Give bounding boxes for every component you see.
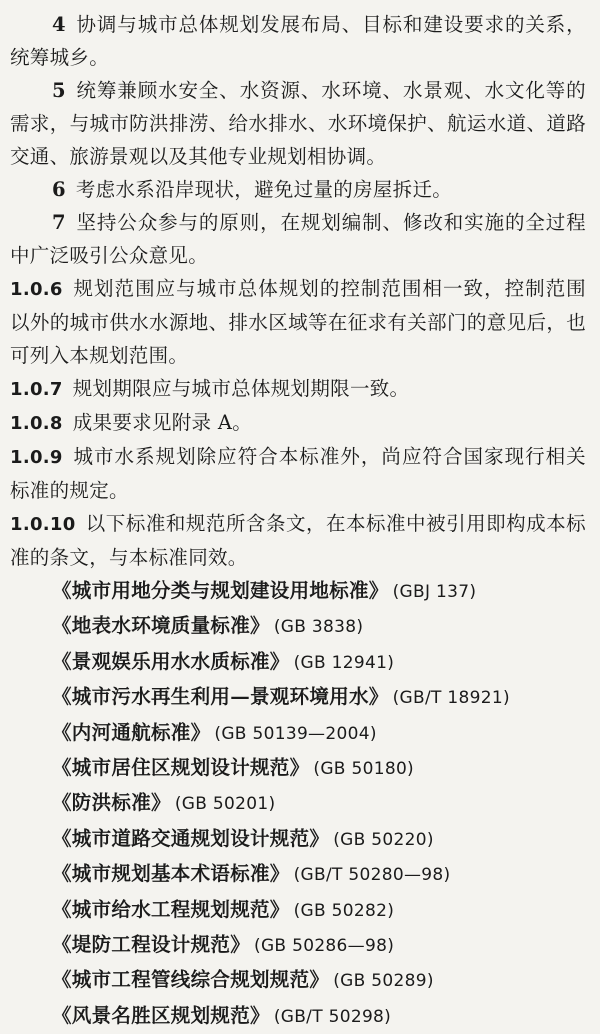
reference-code: (GB 3838) [273,617,364,638]
reference-code: (GB 50180) [313,759,414,780]
reference-title: 《城市污水再生利用—景观环境用水》 [52,685,389,709]
item-text: 考虑水系沿岸现状，避免过量的房屋拆迁。 [75,178,453,201]
clause [10,507,586,574]
clause-text: 规划范围应与城市总体规划的控制范围相一致，控制范围以外的城市供水水源地、排水区域等在征求有关部门的意见后，也可列入本规划范围。 [10,277,586,367]
reference-item [52,680,586,715]
reference-item [52,857,586,892]
item-number: 7 [52,211,66,234]
reference-title: 《城市居住区规划设计规范》 [52,756,310,780]
clause-text: 规划期限应与城市总体规划期限一致。 [72,377,410,400]
reference-code: (GB 50286—98) [254,936,395,957]
reference-title: 《城市给水工程规划规范》 [52,897,290,921]
reference-item [52,928,586,963]
reference-title: 《堤防工程设计规范》 [52,933,251,957]
reference-code: (GB 12941) [293,652,395,673]
item-text: 统筹兼顾水安全、水资源、水环境、水景观、水文化等的需求，与城市防洪排涝、给水排水、水环境保护、航运水道、道路交通、旅游景观以及其他专业规划相协调。 [10,79,586,168]
reference-code: (GBJ 137) [392,582,477,602]
reference-code: (GB/T 18921) [392,688,510,709]
reference-item [52,822,586,857]
reference-title: 《地表水环境质量标准》 [52,614,270,638]
reference-item [52,893,586,928]
list-item [10,206,586,272]
clause-text: 城市水系规划除应符合本标准外，尚应符合国家现行相关标准的规定。 [10,445,586,502]
reference-code: (GB 50201) [174,794,276,815]
clause-text: 以下标准和规范所含条文，在本标准中被引用即构成本标准的条文，与本标准同效。 [10,512,586,569]
clause [10,406,586,440]
item-number: 5 [52,79,66,102]
reference-code: (GB/T 50280—98) [293,865,451,886]
reference-title: 《城市工程管线综合规划规范》 [52,968,330,992]
clause-text: 成果要求见附录 A。 [72,411,253,434]
reference-item [52,999,586,1034]
item-number: 6 [52,178,66,201]
reference-code: (GB 50139—2004) [214,723,377,744]
clause-number: 1.0.7 [10,379,63,400]
clause-number: 1.0.10 [10,514,76,535]
clause-number: 1.0.8 [10,413,63,434]
list-item [10,8,586,74]
list-item [10,74,586,173]
reference-item [52,786,586,821]
reference-code: (GB 50289) [333,971,434,992]
item-text: 协调与城市总体规划发展布局、目标和建设要求的关系，统筹城乡。 [10,13,586,69]
reference-title: 《景观娱乐用水水质标准》 [52,649,290,673]
reference-item [52,609,586,644]
reference-item [52,963,586,998]
reference-code: (GB 50220) [333,829,434,850]
clause-number: 1.0.6 [10,279,63,300]
clause [10,272,586,372]
clause-number: 1.0.9 [10,447,63,468]
reference-code: (GB/T 50298) [273,1006,392,1027]
reference-title: 《城市道路交通规划设计规范》 [52,826,330,850]
reference-list [10,574,586,1034]
reference-item [52,716,586,751]
clause [10,372,586,406]
reference-code: (GB 50282) [293,900,395,921]
reference-title: 《城市用地分类与规划建设用地标准》 [52,579,389,602]
reference-item [52,751,586,786]
list-item [10,173,586,206]
reference-title: 《防洪标准》 [52,791,171,815]
item-text: 坚持公众参与的原则，在规划编制、修改和实施的全过程中广泛吸引公众意见。 [10,211,586,267]
reference-title: 《内河通航标准》 [52,720,211,744]
item-number: 4 [52,13,66,36]
reference-title: 《风景名胜区规划规范》 [52,1003,270,1027]
reference-title: 《城市规划基本术语标准》 [52,862,290,886]
reference-item [52,645,586,680]
clause [10,440,586,507]
reference-item [52,574,586,609]
